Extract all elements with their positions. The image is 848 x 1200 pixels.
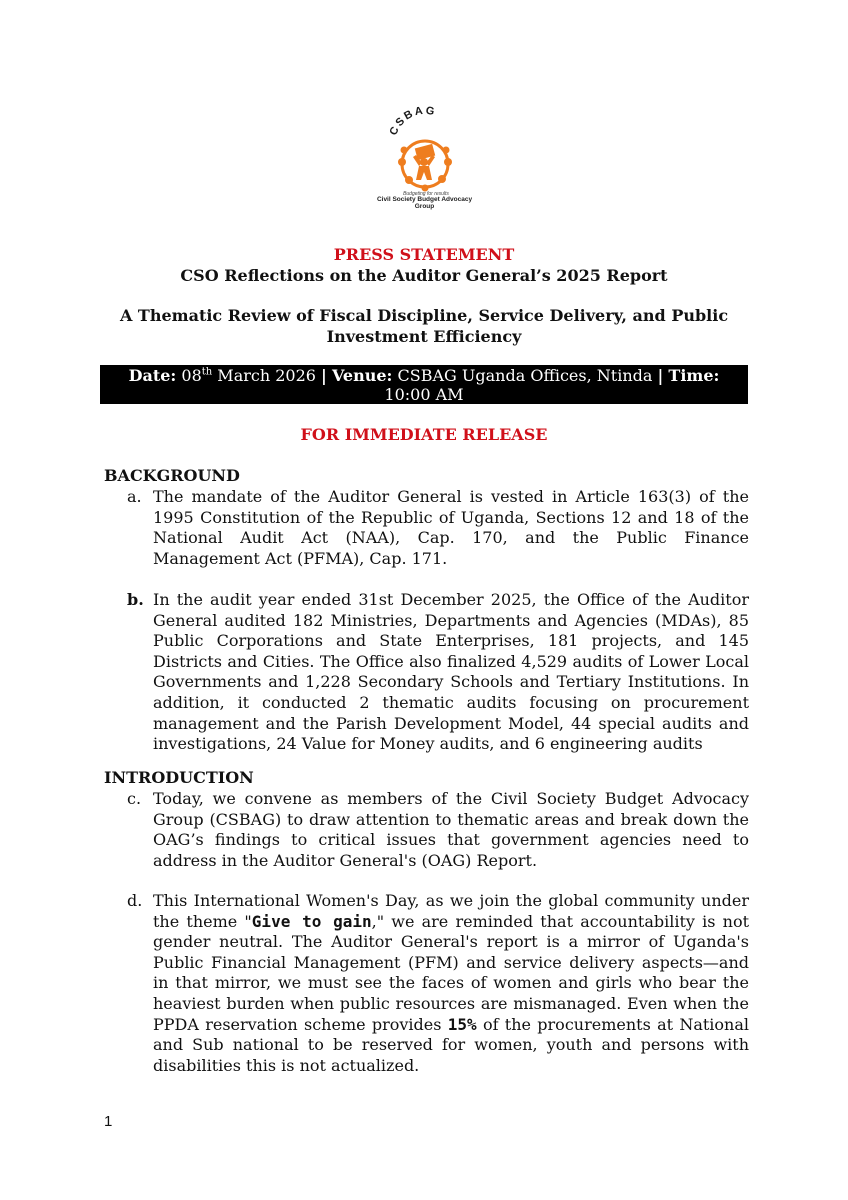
- report-subtitle: CSO Reflections on the Auditor General’s 2025 Report: [180, 266, 668, 285]
- time-label: Time:: [668, 366, 720, 385]
- text-run: This International Women's Day, as we join the global community under the theme ": [153, 891, 749, 931]
- list-marker: d.: [127, 891, 143, 910]
- list-item-text: The mandate of the Auditor General is vested in Article 163(3) of the 1995 Constitution of the Republic of Uganda, Sections 12 and 18 of the National Audit Act (NAA), Cap. 170, and the Public Finance Management Act (PFMA), Cap. 171.: [153, 487, 749, 568]
- date-day: 08: [181, 366, 202, 385]
- logo-emblem-icon: [369, 100, 480, 211]
- list-item-text: [153, 891, 749, 1076]
- event-details-bar: [100, 365, 748, 404]
- venue-value: CSBAG Uganda Offices, Ntinda: [397, 366, 658, 385]
- percentage-emphasis: 15%: [447, 1014, 477, 1034]
- list-item: [127, 891, 749, 1076]
- logo-acronym: CSBAG: [387, 104, 438, 138]
- list-item: [127, 789, 749, 871]
- background-heading: BACKGROUND: [104, 466, 240, 485]
- date-suffix: th: [201, 366, 213, 378]
- thematic-review-line1: A Thematic Review of Fiscal Discipline, Service Delivery, and Public: [119, 306, 729, 325]
- immediate-release-label: FOR IMMEDIATE RELEASE: [300, 425, 548, 444]
- date-rest: March 2026: [212, 366, 322, 385]
- thematic-review-line2: Investment Efficiency: [326, 327, 522, 346]
- text-run: ," we are reminded that accountability is not gender neutral. The Auditor General's report is a mirror of Uganda's Public Financial Management (PFM) and service delivery aspects—and in that mirror, we must see the faces of women and girls who bear the heaviest burden when public resources are mismanaged. Even when the PPDA reservation scheme provides: [153, 911, 750, 1034]
- list-marker: a.: [127, 487, 142, 506]
- logo-organisation-name: Civil Society Budget Advocacy Group: [376, 196, 473, 210]
- introduction-heading: INTRODUCTION: [104, 768, 254, 787]
- separator: |: [321, 366, 327, 385]
- list-marker: b.: [127, 590, 144, 609]
- list-item: [127, 487, 749, 569]
- list-item-text: Today, we convene as members of the Civil Society Budget Advocacy Group (CSBAG) to draw attention to thematic areas and break down the OAG’s findings to critical issues that government agencies need to address in the Auditor General's (OAG) Report.: [153, 789, 749, 870]
- list-item: [127, 590, 749, 755]
- page-number: 1: [104, 1113, 113, 1130]
- theme-emphasis: Give to gain: [251, 911, 372, 931]
- svg-text:CSBAG: [388, 105, 438, 138]
- text-run: of the procurements at National and Sub national to be reserved for women, youth and persons with disabilities this is not actualized.: [153, 1014, 750, 1075]
- logo-tagline: Budgeting for results: [403, 191, 449, 197]
- press-statement-heading: PRESS STATEMENT: [333, 245, 515, 264]
- separator: |: [657, 366, 664, 385]
- list-item-text: In the audit year ended 31st December 2025, the Office of the Auditor General audited 182 Ministries, Departments and Agencies (MDAs), 85 Public Corporations and State Enterprises, 181 projects, and 145 Districts and Cities. The Office also finalized 4,529 audits of Lower Local Governments and 1,228 Secondary Schools and Tertiary Institutions. In addition, it conducted 2 thematic audits focusing on procurement management and the Parish Development Model, 44 special audits and investigations, 24 Value for Money audits, and 6 engineering audits: [153, 590, 749, 754]
- list-marker: c.: [127, 789, 142, 808]
- date-label: Date:: [128, 366, 177, 385]
- csbag-logo: [369, 100, 480, 211]
- thematic-review-title: [110, 305, 738, 347]
- time-value: 10:00 AM: [384, 385, 464, 404]
- venue-label: Venue:: [331, 366, 393, 385]
